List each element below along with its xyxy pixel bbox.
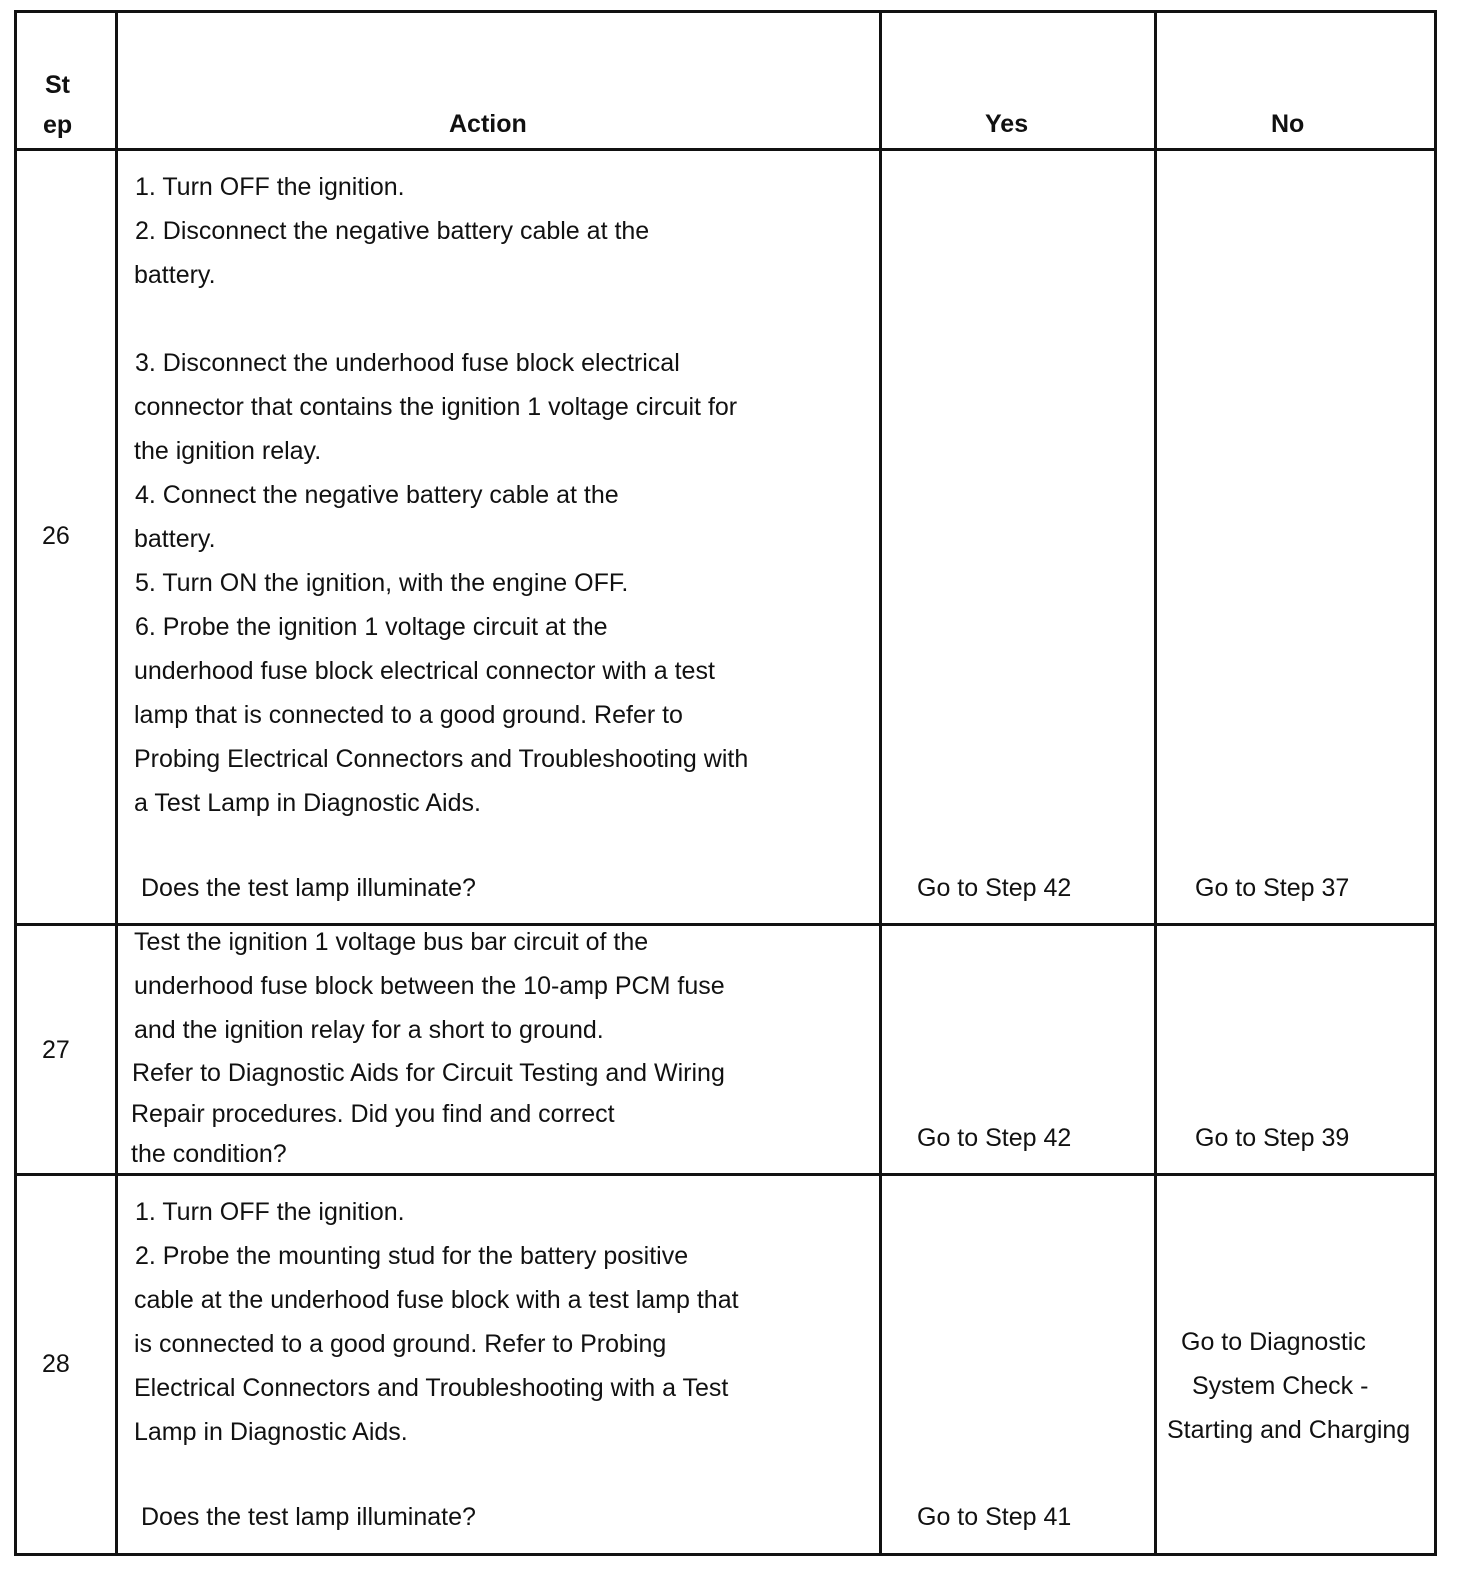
action-line: Refer to Diagnostic Aids for Circuit Testing and Wiring <box>132 1059 725 1087</box>
action-line: lamp that is connected to a good ground. Refer to <box>134 701 683 729</box>
column-divider-action <box>879 10 882 1556</box>
action-line: connector that contains the ignition 1 voltage circuit for <box>134 393 738 421</box>
action-line: Electrical Connectors and Troubleshooting with a Test <box>134 1374 729 1402</box>
action-line: Test the ignition 1 voltage bus bar circuit of the <box>134 928 649 956</box>
header-no: No <box>1271 110 1305 138</box>
yes-result: Go to Step 42 <box>917 1124 1072 1152</box>
no-result-line: System Check - <box>1192 1372 1369 1400</box>
action-line: 2. Probe the mounting stud for the battery positive <box>135 1242 689 1270</box>
action-line: 4. Connect the negative battery cable at the <box>135 481 619 509</box>
table-border-bottom <box>14 1553 1437 1556</box>
row-divider-header <box>14 148 1437 151</box>
table-border-top <box>14 10 1437 13</box>
row-divider-26 <box>14 923 1437 926</box>
step-number: 26 <box>42 522 70 550</box>
action-line: is connected to a good ground. Refer to Probing <box>134 1330 667 1358</box>
column-divider-step <box>115 10 118 1556</box>
action-line: Lamp in Diagnostic Aids. <box>134 1418 408 1446</box>
table-border-right <box>1434 10 1437 1556</box>
column-divider-yes <box>1154 10 1157 1556</box>
action-line: battery. <box>134 261 216 289</box>
action-line: the ignition relay. <box>134 437 322 465</box>
action-line: Repair procedures. Did you find and correct <box>131 1100 615 1128</box>
header-step-line1: St <box>45 71 70 99</box>
step-number: 28 <box>42 1350 70 1378</box>
no-result: Go to Step 37 <box>1195 874 1350 902</box>
action-line: 2. Disconnect the negative battery cable at the <box>135 217 650 245</box>
action-line: cable at the underhood fuse block with a test lamp that <box>134 1286 739 1314</box>
header-action: Action <box>449 110 527 138</box>
action-line: a Test Lamp in Diagnostic Aids. <box>134 789 481 817</box>
no-result-line: Go to Diagnostic <box>1181 1328 1366 1356</box>
no-result-line: Starting and Charging <box>1167 1416 1411 1444</box>
yes-result: Go to Step 41 <box>917 1503 1072 1531</box>
row-divider-27 <box>14 1173 1437 1176</box>
table-border-left <box>14 10 17 1556</box>
action-line: 5. Turn ON the ignition, with the engine OFF. <box>135 569 629 597</box>
header-yes: Yes <box>985 110 1029 138</box>
yes-result: Go to Step 42 <box>917 874 1072 902</box>
action-line: 1. Turn OFF the ignition. <box>135 1198 405 1226</box>
action-line: underhood fuse block electrical connector with a test <box>134 657 715 685</box>
action-line: Probing Electrical Connectors and Troubleshooting with <box>134 745 749 773</box>
action-question: Does the test lamp illuminate? <box>141 1503 476 1531</box>
step-number: 27 <box>42 1036 70 1064</box>
action-line: 1. Turn OFF the ignition. <box>135 173 405 201</box>
action-line: 3. Disconnect the underhood fuse block electrical <box>135 349 680 377</box>
action-line: underhood fuse block between the 10-amp PCM fuse <box>134 972 725 1000</box>
action-line: the condition? <box>131 1140 287 1168</box>
action-line: and the ignition relay for a short to ground. <box>134 1016 604 1044</box>
action-question: Does the test lamp illuminate? <box>141 874 476 902</box>
action-line: 6. Probe the ignition 1 voltage circuit at the <box>135 613 608 641</box>
no-result: Go to Step 39 <box>1195 1124 1350 1152</box>
header-step-line2: ep <box>43 111 73 139</box>
action-line: battery. <box>134 525 216 553</box>
